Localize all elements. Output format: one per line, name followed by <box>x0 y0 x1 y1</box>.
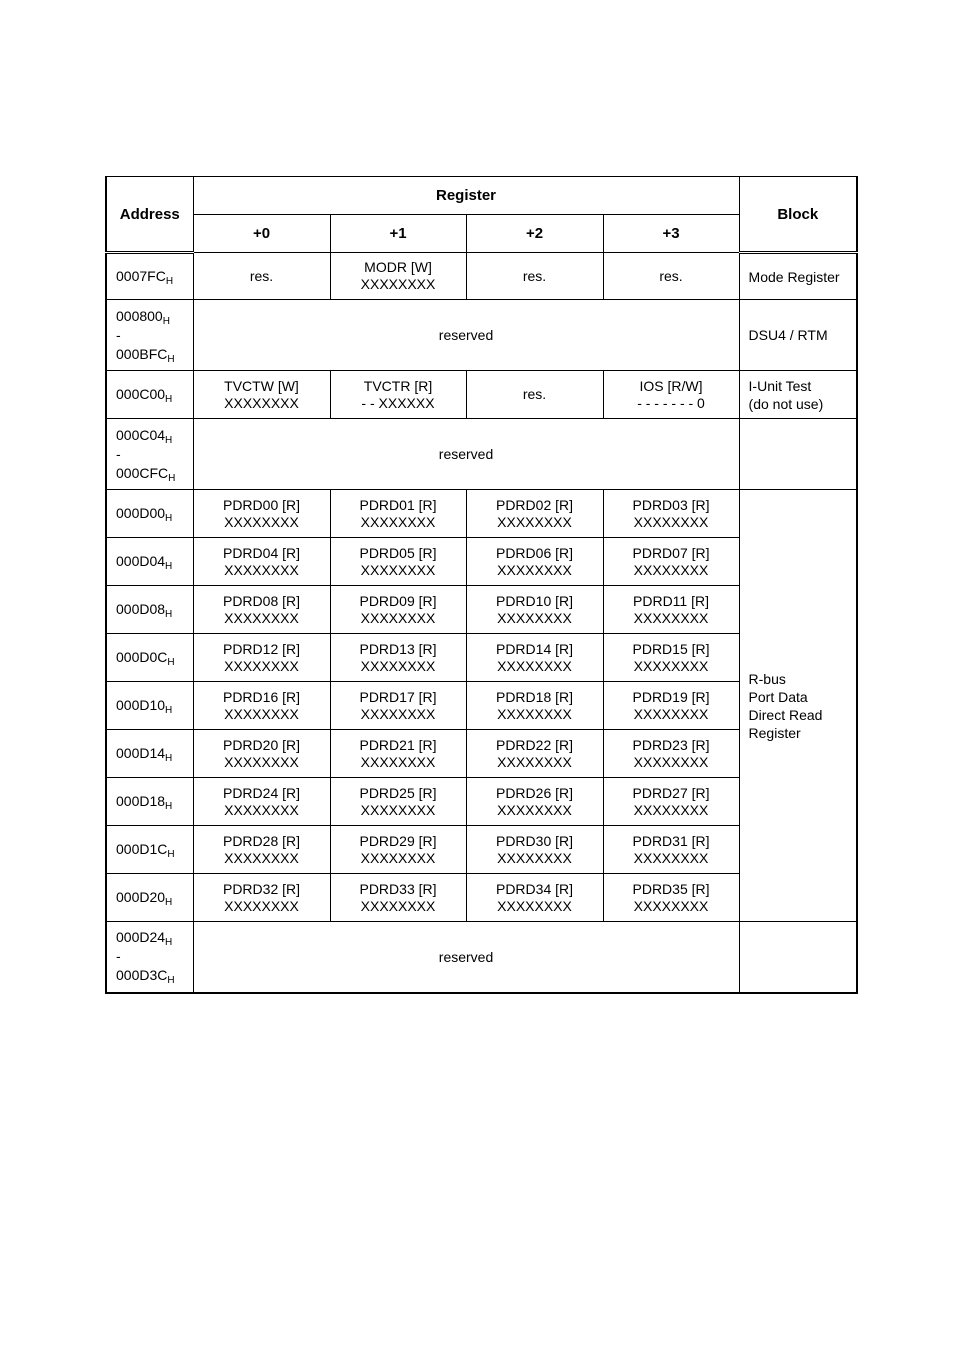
register-cell: PDRD10 [R] XXXXXXXX <box>466 586 603 634</box>
table-row <box>106 253 857 300</box>
table-row <box>106 419 857 490</box>
register-cell: TVCTW [W] XXXXXXXX <box>193 371 330 419</box>
block-cell: I-Unit Test (do not use) <box>739 371 857 419</box>
register-cell: PDRD35 [R] XXXXXXXX <box>603 874 739 922</box>
register-cell: PDRD09 [R] XXXXXXXX <box>330 586 466 634</box>
header-offset-0: +0 <box>193 215 330 253</box>
table-row <box>106 371 857 419</box>
register-cell: PDRD25 [R] XXXXXXXX <box>330 778 466 826</box>
register-cell: PDRD29 [R] XXXXXXXX <box>330 826 466 874</box>
register-cell: PDRD22 [R] XXXXXXXX <box>466 730 603 778</box>
address-cell: $000D10_H$ <box>106 682 193 730</box>
address-cell: $000D18_H$ <box>106 778 193 826</box>
header-address: Address <box>106 177 193 253</box>
register-cell: PDRD06 [R] XXXXXXXX <box>466 538 603 586</box>
table-row <box>106 490 857 538</box>
register-cell: res. <box>193 253 330 300</box>
register-cell: PDRD05 [R] XXXXXXXX <box>330 538 466 586</box>
register-cell: PDRD03 [R] XXXXXXXX <box>603 490 739 538</box>
register-cell: PDRD30 [R] XXXXXXXX <box>466 826 603 874</box>
register-cell: TVCTR [R] - - XXXXXX <box>330 371 466 419</box>
address-cell: $000C00_H$ <box>106 371 193 419</box>
register-cell: PDRD11 [R] XXXXXXXX <box>603 586 739 634</box>
register-cell: PDRD04 [R] XXXXXXXX <box>193 538 330 586</box>
address-range-cell: $000D24_H$ - $000D3C_H$ <box>106 922 193 993</box>
register-cell: PDRD14 [R] XXXXXXXX <box>466 634 603 682</box>
register-cell: PDRD32 [R] XXXXXXXX <box>193 874 330 922</box>
address-cell: $0007FC_H$ <box>106 253 193 300</box>
address-cell: $000D20_H$ <box>106 874 193 922</box>
register-cell: PDRD12 [R] XXXXXXXX <box>193 634 330 682</box>
header-register: Register <box>193 177 739 215</box>
register-cell: PDRD01 [R] XXXXXXXX <box>330 490 466 538</box>
register-cell: PDRD18 [R] XXXXXXXX <box>466 682 603 730</box>
register-cell: PDRD02 [R] XXXXXXXX <box>466 490 603 538</box>
register-cell: PDRD34 [R] XXXXXXXX <box>466 874 603 922</box>
address-cell: $000D08_H$ <box>106 586 193 634</box>
register-cell: PDRD08 [R] XXXXXXXX <box>193 586 330 634</box>
register-map-table <box>105 176 858 994</box>
register-cell: PDRD21 [R] XXXXXXXX <box>330 730 466 778</box>
rbus-block-cell: R-bus Port Data Direct Read Register <box>739 490 857 922</box>
register-cell: PDRD24 [R] XXXXXXXX <box>193 778 330 826</box>
register-cell: PDRD13 [R] XXXXXXXX <box>330 634 466 682</box>
address-cell: $000D14_H$ <box>106 730 193 778</box>
register-cell: PDRD28 [R] XXXXXXXX <box>193 826 330 874</box>
address-cell: $000D00_H$ <box>106 490 193 538</box>
register-cell: PDRD20 [R] XXXXXXXX <box>193 730 330 778</box>
register-cell: PDRD16 [R] XXXXXXXX <box>193 682 330 730</box>
address-range-cell: $000C04_H$ - $000CFC_H$ <box>106 419 193 490</box>
table-row <box>106 922 857 993</box>
register-cell: PDRD00 [R] XXXXXXXX <box>193 490 330 538</box>
register-cell: PDRD19 [R] XXXXXXXX <box>603 682 739 730</box>
register-cell: IOS [R/W] - - - - - - - 0 <box>603 371 739 419</box>
table-row <box>106 300 857 371</box>
address-cell: $000D1C_H$ <box>106 826 193 874</box>
address-cell: $000D04_H$ <box>106 538 193 586</box>
register-cell: res. <box>603 253 739 300</box>
register-cell: PDRD26 [R] XXXXXXXX <box>466 778 603 826</box>
register-cell: res. <box>466 371 603 419</box>
reserved-cell: reserved <box>193 300 739 371</box>
register-cell: MODR [W] XXXXXXXX <box>330 253 466 300</box>
header-block: Block <box>739 177 857 253</box>
register-cell: PDRD31 [R] XXXXXXXX <box>603 826 739 874</box>
block-cell: DSU4 / RTM <box>739 300 857 371</box>
register-cell: PDRD27 [R] XXXXXXXX <box>603 778 739 826</box>
header-offset-1: +1 <box>330 215 466 253</box>
register-cell: res. <box>466 253 603 300</box>
register-cell: PDRD15 [R] XXXXXXXX <box>603 634 739 682</box>
register-cell: PDRD07 [R] XXXXXXXX <box>603 538 739 586</box>
address-cell: $000D0C_H$ <box>106 634 193 682</box>
header-offset-2: +2 <box>466 215 603 253</box>
address-range-cell: $000800_H$ - $000BFC_H$ <box>106 300 193 371</box>
reserved-cell: reserved <box>193 419 739 490</box>
register-cell: PDRD23 [R] XXXXXXXX <box>603 730 739 778</box>
register-cell: PDRD17 [R] XXXXXXXX <box>330 682 466 730</box>
header-offset-3: +3 <box>603 215 739 253</box>
block-cell <box>739 419 857 490</box>
block-cell: Mode Register <box>739 253 857 300</box>
register-cell: PDRD33 [R] XXXXXXXX <box>330 874 466 922</box>
reserved-cell: reserved <box>193 922 739 993</box>
block-cell <box>739 922 857 993</box>
